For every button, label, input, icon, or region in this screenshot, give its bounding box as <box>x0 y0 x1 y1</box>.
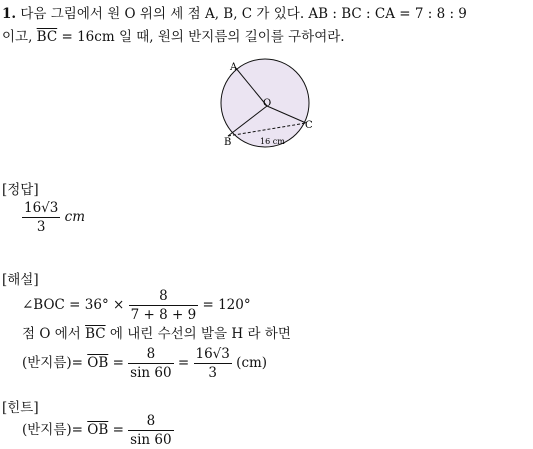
label-length: 16 cm <box>260 137 285 146</box>
answer-unit: cm <box>64 209 86 225</box>
problem-number: 1. <box>2 6 17 22</box>
radius-num-1: 8 <box>128 346 173 364</box>
radius-den-1: sin 60 <box>130 365 172 381</box>
angle-numerator: 8 <box>129 288 199 306</box>
explanation-line2-b: 에 내린 수선의 발을 H 라 하면 <box>109 326 291 342</box>
problem-line1-text: 다음 그림에서 원 O 위의 세 점 A, B, C 가 있다. <box>20 6 305 22</box>
radius-num-2: 16√3 <box>195 346 230 362</box>
hint-header: [힌트] <box>2 400 39 416</box>
answer-fraction <box>22 200 60 235</box>
equals-2: = <box>177 355 190 371</box>
problem-line-2 <box>2 29 345 45</box>
answer-header: [정답] <box>2 182 39 198</box>
angle-fraction <box>129 288 199 323</box>
angle-denominator: 7 + 8 + 9 <box>130 307 197 323</box>
problem-line-1: 1. 다음 그림에서 원 O 위의 세 점 A, B, C 가 있다. ⌒ AB : ⌒ BC : ⌒ CA = 7 : 8 : 9 <box>2 6 467 22</box>
label-b: B <box>224 137 232 148</box>
label-c: C <box>305 120 313 131</box>
arc-ratio: = 7 : 8 : 9 <box>399 6 467 22</box>
radius-fraction-2 <box>194 346 232 381</box>
answer-denominator: 3 <box>36 219 46 235</box>
explanation-line-1 <box>22 288 251 323</box>
answer-numerator: 16√3 <box>24 200 59 216</box>
explanation-segment-bc: $\overline{BC}$ <box>85 326 106 342</box>
explanation-header: [해설] <box>2 272 39 288</box>
radius-unit: (cm) <box>236 355 268 371</box>
label-a: A <box>230 62 238 73</box>
angle-lhs: ∠BOC = 36° × <box>22 297 125 313</box>
label-o: O <box>263 98 272 109</box>
arc-ca: ⌒ CA <box>375 6 395 22</box>
hint-segment-ob: $\overline{OB}$ <box>87 422 109 438</box>
explanation-line2-a: 점 O 에서 <box>22 326 81 342</box>
hint-numerator: 8 <box>128 413 173 431</box>
segment-value: = 16cm <box>61 29 115 45</box>
hint-line <box>22 413 174 448</box>
problem-line2-suffix: 일 때, 원의 반지름의 길이를 구하여라. <box>118 29 345 45</box>
hint-equals: = <box>112 422 124 438</box>
radius-fraction-1 <box>128 346 173 381</box>
problem-line2-prefix: 이고, <box>2 29 33 45</box>
hint-radius-label: (반지름)= <box>22 422 83 438</box>
answer-line <box>22 200 85 235</box>
radius-den-2: 3 <box>208 365 217 381</box>
radius-label: (반지름)= <box>22 355 83 371</box>
arc-ab: ⌒ AB <box>308 6 328 22</box>
hint-denominator: sin 60 <box>130 432 172 448</box>
angle-rhs: = 120° <box>202 297 251 313</box>
explanation-line-3 <box>22 346 267 381</box>
arc-bc: ⌒ BC <box>341 6 362 22</box>
explanation-line-2 <box>22 326 291 342</box>
circle-figure <box>215 58 315 150</box>
segment-bc: $\overline{BC}$ <box>36 29 58 45</box>
hint-fraction <box>128 413 173 448</box>
segment-ob: $\overline{OB}$ <box>87 355 109 371</box>
equals-1: = <box>112 355 124 371</box>
